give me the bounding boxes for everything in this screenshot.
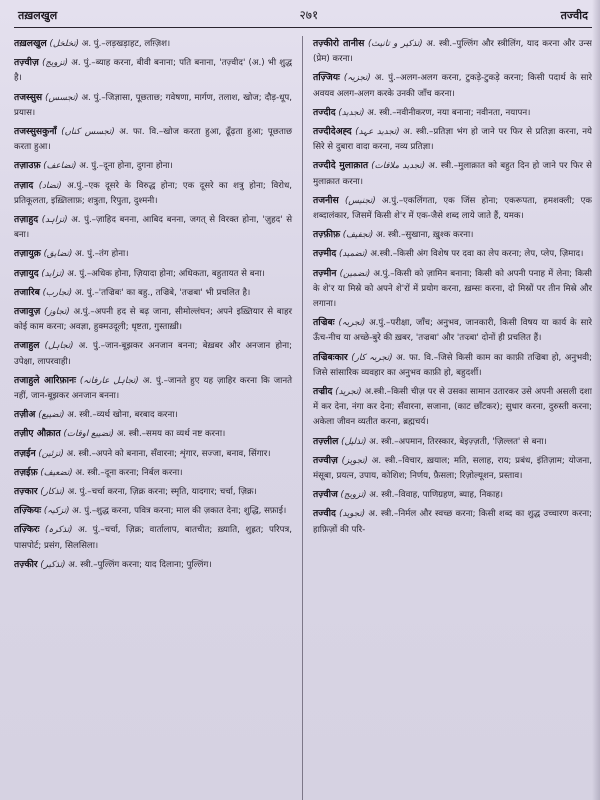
left-column	[14, 36, 303, 800]
headword: तज़्फ़ीफ़	[313, 229, 341, 241]
definition: अ. पुं.–शुद्ध करना, पवित्र करना; माल की ज़कात देना; शुद्धि, सफ़ाई।	[72, 506, 287, 517]
definition: अ. फा. वि.–जिसे किसी काम का काफ़ी तज्रिबा हो, अनुभवी; जिसे सांसारिक व्यवहार का अनुभव काफ़ी हो, बहुदर्शी।	[313, 352, 592, 378]
definition: अ. स्त्री.–दूना करना; निर्बल करना।	[75, 467, 183, 478]
headword: तज़्कीरो तानीस	[313, 38, 365, 49]
dictionary-entry	[313, 36, 592, 67]
headword: तज़ीअ	[14, 409, 36, 421]
right-column	[303, 36, 592, 800]
headword: तज़्वीज़	[14, 57, 39, 69]
definition: अ.पुं.–किसी को ज़ामिन बनाना; किसी को अपनी पनाह में लेना; किसी के शे'र या मिस्रे को अपने शे'रों में प्रयोग करना, ख़म्सः करना, दो मिस्रों पर तीन मिस्रे और लगाना।	[313, 268, 592, 310]
dictionary-entry	[313, 384, 592, 431]
definition: अ.पुं.–अपनी हद से बढ़ जाना, सीमोल्लंघन; अपने इख़्तियार से बाहर कोई काम करना; अवज्ञा, हुक्मउदूली; धृष्टता, गुस्ताख़ी।	[14, 307, 293, 333]
urdu-spelling: (تضییع)	[38, 410, 65, 421]
dictionary-entry	[313, 266, 592, 313]
urdu-spelling: (تجدید عہد)	[355, 127, 400, 138]
urdu-spelling: (تضعیف)	[40, 467, 73, 478]
dictionary-entry	[313, 70, 592, 101]
definition: अ. पुं.–ज़ाहिद बनना, आबिद बनना, जगत् से विरक्त होना, 'ज़ुहद' से बना।	[14, 215, 293, 241]
headword: तजावुज़	[14, 306, 41, 318]
dictionary-entry	[14, 338, 292, 369]
dictionary-entry	[14, 124, 292, 155]
headword: तज़्जियः	[313, 72, 340, 84]
headword: तज़ायुक़	[14, 248, 41, 260]
urdu-spelling: (تجربہ کار)	[351, 352, 393, 363]
headword: तज्दीद	[313, 106, 336, 118]
headword: तज़्कार	[14, 486, 38, 498]
definition: अ. स्त्री.–व्यर्थ खोना, बरबाद करना।	[67, 410, 178, 421]
urdu-spelling: (تزویج)	[42, 58, 69, 69]
headword: तज़ईन	[14, 447, 36, 459]
definition: अ. पुं.–जानते हुए यह ज़ाहिर करना कि जानते नहीं, जान-बूझकर अनजान बनना।	[14, 375, 293, 402]
dictionary-entry	[14, 36, 292, 52]
definition: अ. पुं.–लड़खड़ाहट, लग़्ज़िश।	[81, 39, 171, 49]
headword: तज्दीदे मुलाक़ात	[313, 160, 369, 172]
urdu-spelling: (تجدید ملاقات)	[371, 161, 426, 172]
urdu-spelling: (تجنیس)	[344, 195, 376, 206]
definition: अ. स्त्री.–अपमान, तिरस्कार, बेइज़्ज़ती, 'ज़िल्लत' से बना।	[369, 436, 547, 447]
definition: अ.पुं.–एकलिंगता, एक जिंस होना; एकरूपता, हमशक्ली; एक शब्दालंकार, जिसमें किसी शे'र में एक-जैसे शब्द लाये जाते हैं, यमक।	[313, 195, 592, 222]
dictionary-entry	[14, 55, 292, 86]
dictionary-entry	[313, 434, 592, 450]
headword: तजारिब	[14, 286, 40, 298]
urdu-spelling: (تذکرہ)	[45, 525, 73, 536]
definition: अ. पुं.–ब्याह करना, बीवी बनाना; पति बनाना, 'तज़्वीद' (अ.) भी शुद्ध है।	[14, 58, 293, 84]
urdu-spelling: (تجفیف)	[342, 230, 374, 241]
dictionary-entry	[14, 178, 292, 209]
urdu-spelling: (تخلخل)	[49, 39, 80, 49]
dictionary-entry	[14, 407, 292, 423]
dictionary-entry	[14, 373, 292, 404]
definition: अ. पुं.–चर्चा करना, ज़िक्र करना; स्मृति, यादगार; चर्चा, ज़िक्र।	[67, 487, 257, 498]
left-guide-word: तख़लखुल	[18, 9, 58, 22]
dictionary-entry	[14, 304, 292, 335]
dictionary-entry	[14, 503, 292, 519]
headword: तज़ीए औक़ात	[14, 428, 61, 440]
urdu-spelling: (تذکیر و تانیث)	[367, 39, 423, 49]
definition: अ. स्त्री.–निर्मल और स्वच्छ करना; किसी शब्द का शुद्ध उच्चारण करना; हाफ़िज़ों की परि-	[313, 509, 592, 535]
urdu-spelling: (تزاہد)	[41, 215, 68, 226]
definition: अ. स्त्री.–समय का व्यर्थ नष्ट करना।	[116, 429, 226, 440]
urdu-spelling: (تزکیہ)	[43, 506, 70, 517]
dictionary-entry	[313, 105, 592, 121]
urdu-spelling: (تضمید)	[338, 249, 368, 260]
definition: अ. स्त्री.–पुल्लिंग और स्त्रीलिंग, याद करना और उन्स (प्रेम) करना।	[313, 39, 592, 65]
headword: तज़्कीर	[14, 558, 38, 570]
dictionary-entry	[313, 487, 592, 503]
definition: अ. स्त्री.–अपने को बनाना, सँवारना; शृंगार, सज्जा, बनाव, सिंगार।	[66, 448, 271, 459]
definition: अ. फा. वि.–खोज करता हुआ, ढूँढ़ता हुआ; पूछताछ करता हुआ।	[14, 127, 292, 153]
right-guide-word: तज्वीद	[560, 9, 588, 22]
definition: अ. पुं.–'तज्रिबः' का बहु., तज्रिबे, 'तज्रबा' भी प्रचलित है।	[74, 287, 251, 298]
definition: अ. स्त्री.–विचार, ख़याल; मति, सलाह, राय; प्रबंध, इंतिज़ाम; योजना, मंसूबा, प्रयत्न, उपाय, कोशिश; निर्णय, फ़ैसला; रिज़ोल्यूशन, प्रस्ताव।	[313, 455, 592, 482]
dictionary-entry	[313, 315, 592, 346]
definition: अ. स्त्री.–सुखाना, ख़ुश्क करना।	[376, 230, 474, 241]
urdu-spelling: (تزویج)	[340, 490, 367, 501]
urdu-spelling: (تجربہ)	[338, 318, 366, 329]
headword: तज़्कियः	[14, 505, 42, 517]
definition: अ. स्त्री.–पुल्लिंग करना; याद दिलाना; पुल्लिंग।	[68, 559, 212, 570]
dictionary-entry	[313, 227, 592, 243]
headword: तज्रीद	[313, 386, 333, 398]
headword: तज़ाउफ़	[14, 160, 41, 172]
definition: अ.स्त्री.–किसी अंग विशेष पर दवा का लेप करना; लेप, प्लेप, ज़िमाद।	[370, 249, 584, 260]
definition: अ. पुं.–जिज्ञासा, पूछताछ; गवेषणा, मार्गण, तलाश, खोज; दौड़-धूप, प्रयास।	[14, 92, 292, 118]
running-header	[14, 6, 592, 28]
headword: तज़ाद	[14, 179, 34, 191]
urdu-spelling: (تجزیہ)	[343, 73, 371, 84]
dictionary-entry	[313, 193, 592, 224]
headword: तज़्वीज	[313, 489, 338, 501]
definition: अ. पुं.–जान-बूझकर अनजान बनना; बेख़बर और अनजान होना; उपेक्षा, लापरवाही।	[14, 341, 292, 367]
dictionary-entry	[14, 522, 292, 553]
urdu-spelling: (تجارب)	[42, 287, 73, 298]
definition: अ. स्त्री.–मुलाक़ात को बहुत दिन हो जाने पर फिर से मुलाक़ात करना।	[313, 161, 592, 187]
dictionary-entry	[313, 453, 592, 484]
dictionary-entry	[313, 158, 592, 189]
urdu-spelling: (تضاعف)	[43, 161, 77, 172]
urdu-spelling: (تذکار)	[40, 487, 65, 498]
definition: अ.पुं.–परीक्षा, जाँच; अनुभव, जानकारी, किसी विषय या कार्य के सारे ऊँच-नीच या अच्छे-बुरे की ख़बर, 'तज्रबा' और 'तज्र्बा' दोनों ही प्रचलित हैं।	[313, 318, 592, 344]
dictionary-entry	[14, 285, 292, 301]
headword: तज्दीदेअह्द	[313, 126, 352, 138]
dictionary-entry	[313, 124, 592, 155]
headword: तजनीस	[313, 194, 339, 206]
definition: अ. स्त्री.–विवाह, पाणिग्रहण, ब्याह, निकाह।	[369, 490, 504, 501]
headword: तज्रिबःकार	[313, 351, 348, 363]
urdu-spelling: (تضمین)	[339, 268, 371, 279]
headword: तज़ईफ़	[14, 466, 38, 478]
definition: अ. पुं.–अलग-अलग करना, टुकड़े-टुकड़े करना; किसी पदार्थ के सारे अवयव अलग-अलग करके उनकी जाँच करना।	[313, 73, 592, 99]
headword: तज़्मीन	[313, 267, 337, 279]
definition: अ.स्त्री.–किसी चीज़ पर से उसका सामान उतारकर उसे अपनी असली दशा में कर देना, नंगा कर देना; सँवारना, सजाना, (काट छाँटकर); सुधार करना, दुरुस्ती करना; अकेला जीवन व्यतीत करना, ब्रह्मचर्य।	[313, 387, 592, 428]
dictionary-entry	[14, 158, 292, 174]
urdu-spelling: (تضایق)	[43, 249, 73, 260]
headword: तज़्मीद	[313, 248, 337, 260]
dictionary-entry	[14, 212, 292, 243]
columns	[14, 36, 592, 800]
definition: अ.पुं.–एक दूसरे के विरुद्ध होना; एक दूसरे का शत्रु होना; विरोध, प्रतिकूलता, इख़्तिलाफ़; शत्रुता, रिपुता, दुश्मनी।	[14, 180, 292, 206]
dictionary-entry	[14, 266, 292, 282]
dictionary-entry	[14, 465, 292, 481]
page-edge-shadow	[592, 0, 600, 800]
urdu-spelling: (تضاد)	[38, 180, 62, 191]
dictionary-entry	[14, 90, 292, 121]
dictionary-entry	[313, 246, 592, 262]
urdu-spelling: (تضییع اوقات)	[63, 429, 114, 440]
urdu-spelling: (تجرید)	[335, 387, 362, 398]
dictionary-entry	[14, 446, 292, 462]
headword: तजस्सुसकुनाँ	[14, 126, 57, 138]
definition: अ. स्त्री.–नवीनीकरण, नया बनाना; नवीनता, नयापन।	[367, 107, 531, 118]
headword: तख़लखुल	[14, 38, 47, 49]
urdu-spelling: (تجویز)	[341, 455, 368, 466]
dictionary-entry	[313, 350, 592, 381]
headword: तज़्लील	[313, 435, 339, 447]
headword: तज़्किरः	[14, 524, 40, 536]
urdu-spelling: (تزاید)	[41, 268, 65, 279]
definition: अ. पुं.–अधिक होना, ज़ियादा होना; अधिकता, बहुतायत से बना।	[67, 268, 265, 279]
headword: तज्वीज़	[313, 454, 338, 466]
headword: तज्वीद	[313, 508, 336, 520]
urdu-spelling: (تجاوز)	[44, 307, 70, 318]
urdu-spelling: (تجدید)	[338, 107, 365, 118]
definition: अ. स्त्री.–प्रतिज्ञा भंग हो जाने पर फिर से प्रतिज्ञा करना, नये सिरे से दुबारा वादा करना, नव्य प्रतिज्ञा।	[313, 127, 592, 153]
urdu-spelling: (تزئین)	[38, 448, 64, 459]
urdu-spelling: (تذکیر)	[40, 559, 66, 570]
dictionary-entry	[313, 506, 592, 537]
definition: अ. पुं.–दूना होना, दुगना होना।	[79, 161, 173, 172]
definition: अ. पुं.–तंग होना।	[75, 249, 129, 260]
headword: तज़ाहुद	[14, 214, 39, 226]
dictionary-entry	[14, 557, 292, 573]
headword: तज़ायुद	[14, 267, 39, 279]
urdu-spelling: (تجاہل)	[44, 341, 74, 352]
dictionary-entry	[14, 426, 292, 442]
dictionary-entry	[14, 246, 292, 262]
headword: तजाहुले आरिफ़ानः	[14, 374, 76, 386]
urdu-spelling: (تجوید)	[339, 509, 366, 520]
urdu-spelling: (تذلیل)	[341, 436, 367, 447]
urdu-spelling: (تجسس)	[45, 92, 79, 103]
urdu-spelling: (تجسس کناں)	[61, 127, 115, 138]
headword: तज्रिबः	[313, 317, 335, 329]
headword: तजाहुल	[14, 340, 40, 352]
dictionary-entry	[14, 484, 292, 500]
page-number: २७१	[299, 8, 319, 22]
headword: तजस्सुस	[14, 91, 43, 103]
definition: अ. पुं.–चर्चा, ज़िक्र; वार्तालाप, बातचीत; ख़्याति, शुह्रत; परिपत्र, पासपोर्ट; प्रसंग, सिलसिला।	[14, 525, 292, 551]
urdu-spelling: (تجاہل عارفانہ)	[79, 375, 139, 386]
